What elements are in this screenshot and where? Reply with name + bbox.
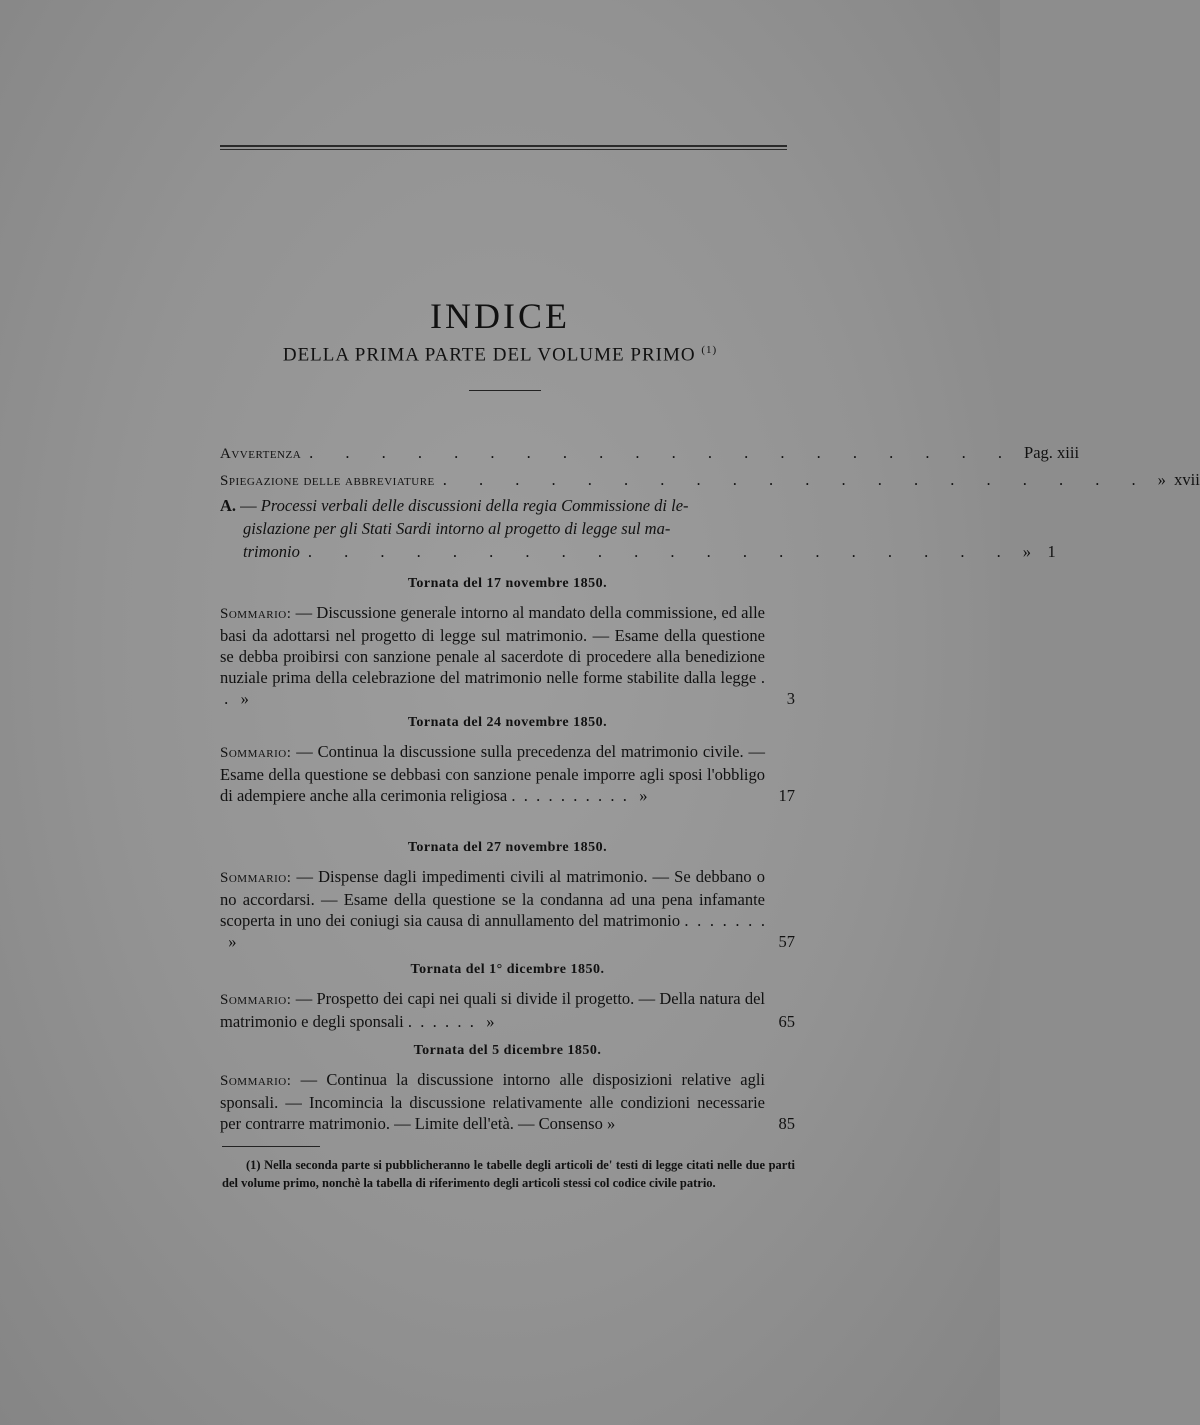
- toc-entry-page: Pag. xiii: [1024, 443, 1080, 462]
- leader-dots: . . . . . . .: [220, 911, 765, 951]
- page-number: 85: [778, 1114, 795, 1133]
- top-rule: [220, 145, 787, 150]
- session-summary: [220, 741, 795, 806]
- section-a-text-1: Processi verbali delle discussioni della regia Commissione di le-: [260, 496, 689, 515]
- leader-dots: . .: [220, 668, 765, 708]
- summary-text: — Prospetto dei capi nei quali si divide il progetto. — Della natura del matrimonio e degli sponsali: [220, 989, 766, 1031]
- ditto-mark: »: [606, 1114, 616, 1133]
- session-heading: Tornata del 24 novembre 1850.: [407, 715, 608, 730]
- summary-label: Sommario:: [220, 1073, 292, 1089]
- toc-list: [220, 440, 1200, 494]
- summary-text: — Continua la discussione sulla precedenza del matrimonio civile. — Esame della questione se debbasi con sanzione penale imporre agli sposi l'obbligo di adempiere anche alla cerimonia religiosa: [220, 742, 765, 805]
- section-a-dash: —: [240, 496, 257, 515]
- summary-text: — Continua la discussione intorno alle disposizioni relative agli sponsali. — Incomincia la discussione relativamente alle condizioni necessarie per contrarre matrimonio. — Limite dell'età. — Consenso: [220, 1070, 765, 1133]
- session-summary: [220, 988, 795, 1032]
- ditto-mark: »: [1157, 470, 1166, 489]
- page-number: 65: [778, 1012, 795, 1031]
- subtitle-text: DELLA PRIMA PARTE DEL VOLUME PRIMO: [282, 344, 696, 366]
- footnote: (1) Nella seconda parte si pubblicheranno le tabelle degli articoli de' testi di legge citati nelle due parti del volume primo, nonchè la tabella di riferimento degli articoli stessi col codice civile patrio.: [222, 1158, 795, 1190]
- page-subtitle: [0, 344, 1000, 366]
- page-number: 3: [786, 689, 795, 708]
- leader-dots: . . . . . . . . . . . . . . . . . . . .: [442, 470, 1150, 489]
- summary-text: — Dispense dagli impedimenti civili al matrimonio. — Se debbano o no accordarsi. — Esame della questione se la condanna ad una pena infamante scoperta in uno dei coniugi sia causa di annullamento del matrimonio: [220, 867, 766, 930]
- toc-entry-page: [1158, 467, 1200, 492]
- leader-dots: . . . . . . . . . . . . . . . . . . . .: [307, 542, 1015, 561]
- page-number: xvii: [1174, 470, 1200, 489]
- page-title: INDICE: [430, 296, 570, 336]
- footnote-rule: [222, 1146, 320, 1147]
- session-heading: Tornata del 17 novembre 1850.: [407, 576, 608, 591]
- toc-entry: [220, 440, 1080, 467]
- toc-entry-page: [1023, 540, 1056, 563]
- session-summary: [220, 866, 795, 952]
- section-a-label: A.: [220, 496, 237, 515]
- page-number: 17: [778, 786, 795, 805]
- summary-label: Sommario:: [220, 870, 292, 886]
- footnote-marker: (1): [701, 344, 718, 356]
- leader-dots: . . . . . . . . . .: [511, 786, 636, 805]
- session-summary: [220, 1069, 795, 1134]
- session-heading: Tornata del 1° dicembre 1850.: [410, 962, 605, 977]
- page-number: 1: [1047, 542, 1056, 561]
- page-number: 57: [778, 932, 795, 951]
- toc-entry-label: Avvertenza: [220, 446, 302, 462]
- section-a-text-3: trimonio: [243, 542, 300, 561]
- page-number: xiii: [1057, 443, 1080, 462]
- toc-entry-label: Spiegazione delle abbreviature: [220, 473, 435, 489]
- section-a-text-2: gislazione per gli Stati Sardi intorno al progetto di legge sul ma-: [243, 519, 671, 538]
- section-a-line-3: [220, 540, 1056, 563]
- section-a: [220, 494, 1056, 563]
- leader-dots: . . . . . .: [407, 1012, 483, 1031]
- ditto-mark: »: [228, 932, 237, 951]
- ditto-mark: »: [1022, 542, 1031, 561]
- session-heading: Tornata del 27 novembre 1850.: [407, 840, 608, 855]
- session-summary: [220, 602, 795, 709]
- summary-text: — Discussione generale intorno al mandato della commissione, ed alle basi da adottarsi nel progetto di legge sul matrimonio. — Esame della questione se debba proibirsi con sanzione penale al sacerdote di procedere alla benedizione nuziale prima della celebrazione del matrimonio nelle forme stabilite dalla legge: [220, 603, 765, 687]
- session-heading: Tornata del 5 dicembre 1850.: [413, 1043, 602, 1058]
- section-a-line: [220, 494, 795, 517]
- title-rule: [469, 390, 541, 391]
- ditto-mark: »: [240, 689, 249, 708]
- ditto-mark: »: [486, 1012, 495, 1031]
- ditto-mark: »: [639, 786, 648, 805]
- leader-dots: . . . . . . . . . . . . . . . . . . . .: [309, 443, 1017, 462]
- summary-label: Sommario:: [220, 745, 292, 761]
- summary-label: Sommario:: [220, 992, 292, 1008]
- toc-entry: [220, 467, 1200, 494]
- summary-label: Sommario:: [220, 606, 292, 622]
